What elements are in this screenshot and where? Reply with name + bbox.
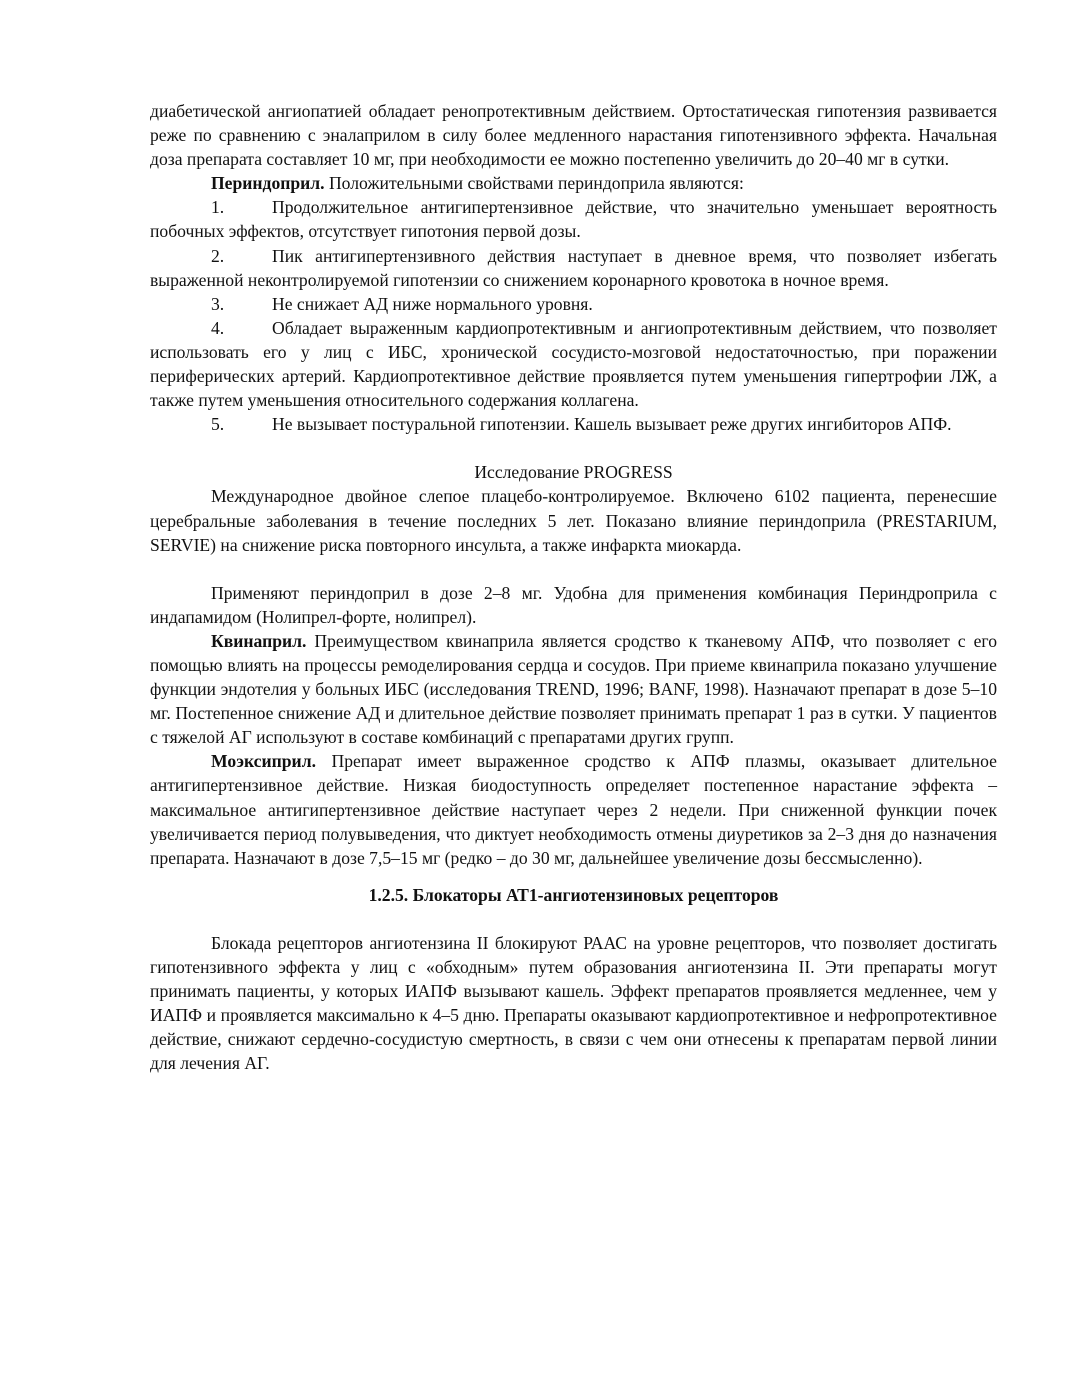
perindopril-term: Периндоприл. [211,173,325,194]
list-item [150,316,997,412]
list-item-text: Продолжительное антигипертензивное действие, что значительно уменьшает вероятность побочных эффектов, отсутствует гипотония первой дозы. [150,197,997,242]
blockers-paragraph: Блокада рецепторов ангиотензина II блокируют РААС на уровне рецепторов, что позволяет достигать гипотензивного эффекта у лиц с «обходным» путем образования ангиотензина II. Эти препараты могут принимать пациенты, у которых ИАПФ вызывают кашель. Эффект препаратов проявляется медленнее, чем у ИАПФ и проявляется максимально к 4–5 дню. Препараты оказывают кардиопротективное и нефропротективное действие, снижают сердечно-сосудистую смертность, в связи с чем они отнесены к препаратам первой линии для лечения АГ. [150,932,997,1074]
moexipril-paragraph [150,749,997,869]
moexipril-term: Моэксиприл. [211,751,316,772]
list-item-number: 4. [211,317,225,338]
spacer [150,557,997,581]
list-item-text: Обладает выраженным кардиопротективным и ангиопротективным действием, что позволяет использовать его у лиц с ИБС, хронической сосудисто-мозговой недостаточностью, при поражении периферических артерий. Кардиопротективное действие проявляется путем уменьшения гипертрофии ЛЖ, а также путем уменьшения относительного содержания коллагена. [150,317,997,411]
list-item [150,292,997,316]
spacer [150,870,997,883]
list-item-number: 2. [211,245,225,266]
section-heading: 1.2.5. Блокаторы АТ1-ангиотензиновых рецепторов [368,884,779,905]
spacer [150,436,997,460]
intro-paragraph: диабетической ангиопатией обладает ренопротективным действием. Ортостатическая гипотензия развивается реже по сравнению с эналаприлом в силу более медленного нарастания гипотензивного эффекта. Начальная доза препарата составляет 10 мг, при необходимости ее можно постепенно увеличить до 20–40 мг в сутки. [150,101,997,170]
quinapril-paragraph [150,629,997,749]
dosage-paragraph: Применяют периндоприл в дозе 2–8 мг. Удобна для применения комбинация Периндроприла с индапамидом (Нолипрел-форте, нолипрел). [150,582,997,627]
list-item [150,244,997,292]
list-item-number: 3. [211,293,225,314]
perindopril-text: Положительными свойствами периндоприла являются: [324,173,744,194]
list-item-text: Пик антигипертензивного действия наступает в дневное время, что позволяет избегать выраженной неконтролируемой гипотензии со снижением коронарного кровотока в ночное время. [150,245,997,290]
list-item-text: Не вызывает постуральной гипотензии. Кашель вызывает реже других ингибиторов АПФ. [272,414,952,435]
list-item-number: 1. [211,197,225,218]
spacer [150,907,997,931]
moexipril-text: Препарат имеет выраженное сродство к АПФ плазмы, оказывает длительное антигипертензивное действие. Низкая биодоступность определяет постепенное нарастание эффекта – максимальное антигипертензивное действие наступает через 2 недели. При сниженной функции почек увеличивается период полувыведения, что диктует необходимость отмены диуретиков за 2–3 дня до назначения препарата. Назначают в дозе 7,5–15 мг (редко – до 30 мг, дальнейшее увеличение дозы бессмысленно). [150,751,997,868]
list-item-text: Не снижает АД ниже нормального уровня. [272,293,593,314]
perindopril-paragraph [150,171,997,195]
progress-study-paragraph: Международное двойное слепое плацебо-контролируемое. Включено 6102 пациента, перенесшие церебральные заболевания в течение последних 5 лет. Показано влияние периндоприла (PRESTARIUM, SERVIE) на снижение риска повторного инсульта, а также инфаркта миокарда. [150,486,997,555]
list-item [150,412,997,436]
quinapril-term: Квинаприл. [211,630,307,651]
quinapril-text: Преимуществом квинаприла является сродство к тканевому АПФ, что позволяет с его помощью влиять на процессы ремоделирования сердца и сосудов. При приеме квинаприла показано улучшение функции эндотелия у больных ИБС (исследования TREND, 1996; BANF, 1998). Назначают препарат в дозе 5–10 мг. Постепенное снижение АД и длительное действие позволяет принимать препарат 1 раз в сутки. У пациентов с тяжелой АГ используют в составе комбинаций с препаратами других групп. [150,630,997,748]
list-item [150,195,997,243]
progress-study-title: Исследование PROGRESS [474,462,673,483]
list-item-number: 5. [211,414,225,435]
